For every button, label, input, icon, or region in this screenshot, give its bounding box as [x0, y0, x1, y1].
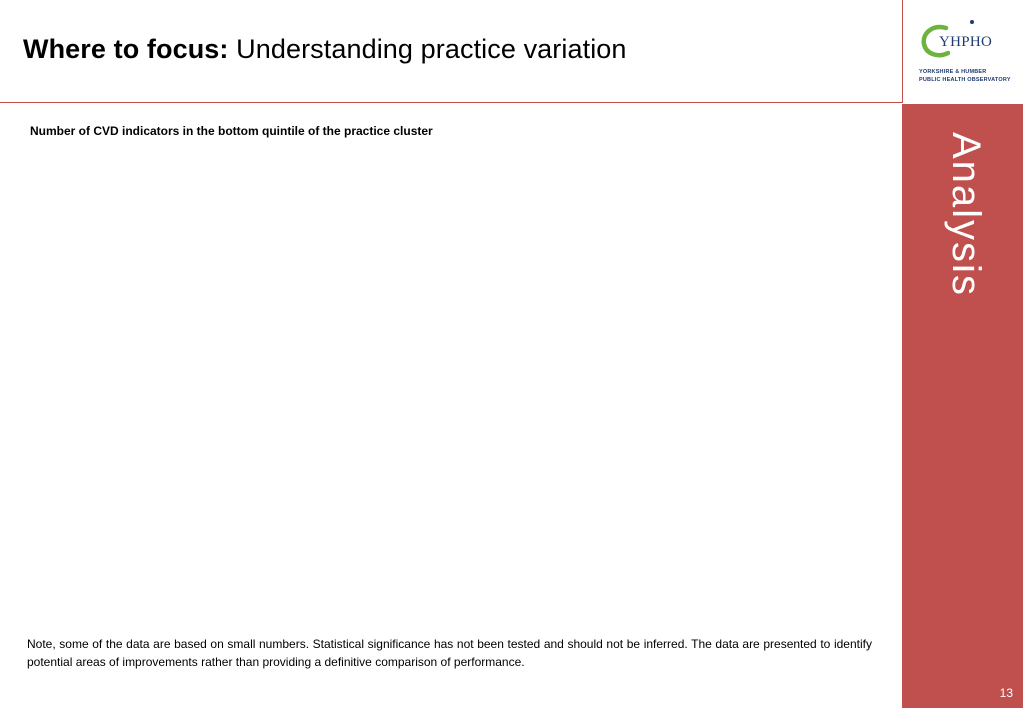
chart-title: Number of CVD indicators in the bottom quintile of the practice cluster [30, 124, 433, 138]
logo [902, 0, 1023, 103]
title-divider [0, 102, 902, 103]
page-title [23, 34, 627, 65]
page-number: 13 [999, 686, 1013, 700]
logo-name: YHPHO [939, 34, 993, 50]
footnote: Note, some of the data are based on small numbers. Statistical significance has not been tested and should not be inferred. The data are presented to identify potential areas of improvements rather than providing a definitive comparison of performance. [27, 637, 872, 669]
title-rest: Understanding practice variation [236, 34, 627, 64]
logo-subtitle-line1: YORKSHIRE & HUMBER [919, 69, 987, 75]
logo-subtitle-line2: PUBLIC HEALTH OBSERVATORY [919, 77, 1011, 83]
chart-area [24, 145, 874, 620]
title-bold: Where to focus: [23, 34, 229, 64]
logo-dot-icon [970, 20, 974, 24]
section-label: Analysis [944, 132, 988, 297]
